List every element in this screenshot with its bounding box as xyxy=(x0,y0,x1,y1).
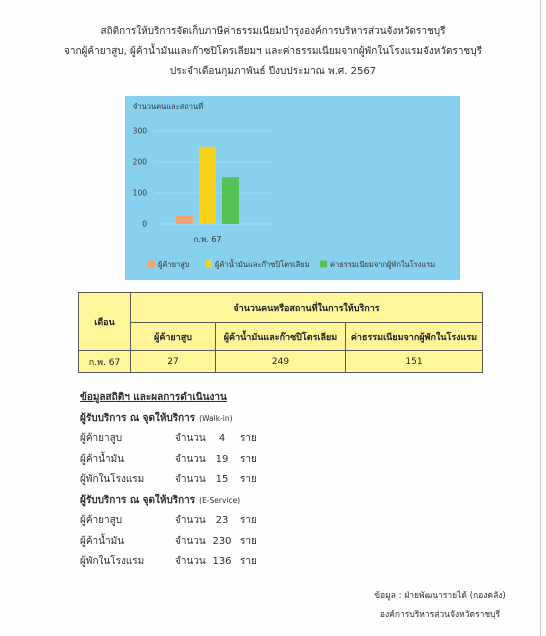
group-title: ผู้รับบริการ ณ จุดให้บริการ xyxy=(80,494,196,506)
legend-swatch xyxy=(205,261,212,268)
item-count-word: จำนวน xyxy=(175,433,206,444)
footer-source xyxy=(355,587,525,625)
item-value: 136 xyxy=(212,556,232,567)
item-unit: ราย xyxy=(240,556,257,567)
statistics-section xyxy=(80,388,380,573)
item-label: ผู้พักในโรงแรม xyxy=(80,556,145,567)
report-title xyxy=(0,22,546,82)
item-count-word: จำนวน xyxy=(175,556,206,567)
table-row xyxy=(79,351,483,373)
list-item xyxy=(80,429,380,450)
y-tick-label: 300 xyxy=(132,126,147,136)
group-header: จำนวนคนหรือสถานที่ในการให้บริการ xyxy=(131,293,483,323)
list-item xyxy=(80,552,380,573)
item-unit: ราย xyxy=(240,535,257,547)
column-header-fuel: ผู้ค้าน้ำมันและก๊าซปิโตรเลียม xyxy=(216,323,346,351)
item-count-word: จำนวน xyxy=(175,474,206,485)
item-label: ผู้ค้าน้ำมัน xyxy=(80,453,125,465)
list-item xyxy=(80,450,380,471)
month-header: เดือน xyxy=(79,293,131,351)
title-line-1: สถิติการให้บริการจัดเก็บภาษีค่าธรรมเนียมบำรุงองค์การบริหารส่วนจังหวัดราชบุรี xyxy=(100,26,446,37)
legend-label: ผู้ค้าน้ำมันและก๊าซปิโตรเลียม xyxy=(215,260,310,269)
group-heading-e-service xyxy=(80,491,380,512)
legend-label: ค่าธรรมเนียมจากผู้พักในโรงแรม xyxy=(330,260,436,269)
item-count-word: จำนวน xyxy=(175,453,206,465)
list-item xyxy=(80,511,380,532)
item-value: 19 xyxy=(215,453,229,465)
y-tick-label: 200 xyxy=(132,157,147,167)
group-channel: (E-Service) xyxy=(199,495,241,505)
item-label: ผู้ค้าน้ำมัน xyxy=(80,535,125,547)
table-header-row xyxy=(79,293,483,323)
table-subheader-row xyxy=(79,323,483,351)
list-item xyxy=(80,470,380,491)
statistics-table xyxy=(78,292,483,373)
item-unit: ราย xyxy=(240,453,257,465)
item-unit: ราย xyxy=(240,515,257,526)
cell-hotel: 151 xyxy=(346,351,483,373)
column-header-tobacco: ผู้ค้ายาสูบ xyxy=(131,323,216,351)
title-line-3: ประจำเดือนกุมภาพันธ์ ปีงบประมาณ พ.ศ. 2567 xyxy=(169,66,377,77)
item-unit: ราย xyxy=(240,474,257,485)
bar-chart xyxy=(125,96,460,280)
item-value: 230 xyxy=(212,535,232,547)
item-count-word: จำนวน xyxy=(175,535,206,547)
item-label: ผู้ค้ายาสูบ xyxy=(80,433,123,444)
item-unit: ราย xyxy=(240,433,257,444)
bar-series-3 xyxy=(222,177,239,224)
page-edge-line xyxy=(540,0,541,636)
legend-swatch xyxy=(320,261,327,268)
y-tick-label: 0 xyxy=(142,219,147,229)
item-label: ผู้พักในโรงแรม xyxy=(80,474,145,485)
group-channel: (Walk-in) xyxy=(199,413,233,423)
y-tick-label: 100 xyxy=(132,188,147,198)
group-title: ผู้รับบริการ ณ จุดให้บริการ xyxy=(80,412,196,424)
legend-label: ผู้ค้ายาสูบ xyxy=(158,260,190,269)
cell-tobacco: 27 xyxy=(131,351,216,373)
section-heading: ข้อมูลสถิติฯ และผลการดำเนินงาน xyxy=(80,392,227,403)
list-item xyxy=(80,532,380,553)
column-header-hotel: ค่าธรรมเนียมจากผู้พักในโรงแรม xyxy=(346,323,483,351)
row-month: ก.พ. 67 xyxy=(79,351,131,373)
y-axis-title: จำนวนคนและสถานที่ xyxy=(133,102,204,111)
group-heading-walk-in xyxy=(80,409,380,430)
legend-swatch xyxy=(148,261,155,268)
item-value: 23 xyxy=(215,515,229,526)
item-value: 4 xyxy=(218,433,226,444)
bar-chart-svg xyxy=(125,96,460,280)
x-category-label: ก.พ. 67 xyxy=(193,235,222,244)
bar-series-1 xyxy=(176,216,193,224)
cell-fuel: 249 xyxy=(216,351,346,373)
organization-line: องค์การบริหารส่วนจังหวัดราชบุรี xyxy=(379,610,501,620)
source-line: ข้อมูล : ฝ่ายพัฒนารายได้ (กองคลัง) xyxy=(374,591,506,601)
item-value: 15 xyxy=(215,474,229,485)
bar-series-2 xyxy=(199,147,216,224)
item-count-word: จำนวน xyxy=(175,515,206,526)
item-label: ผู้ค้ายาสูบ xyxy=(80,515,123,526)
title-line-2: จากผู้ค้ายาสูบ, ผู้ค้าน้ำมันและก๊าซปิโตรเลียมฯ และค่าธรรมเนียมจากผู้พักในโรงแรมจังหวัดราชบุรี xyxy=(64,46,482,57)
